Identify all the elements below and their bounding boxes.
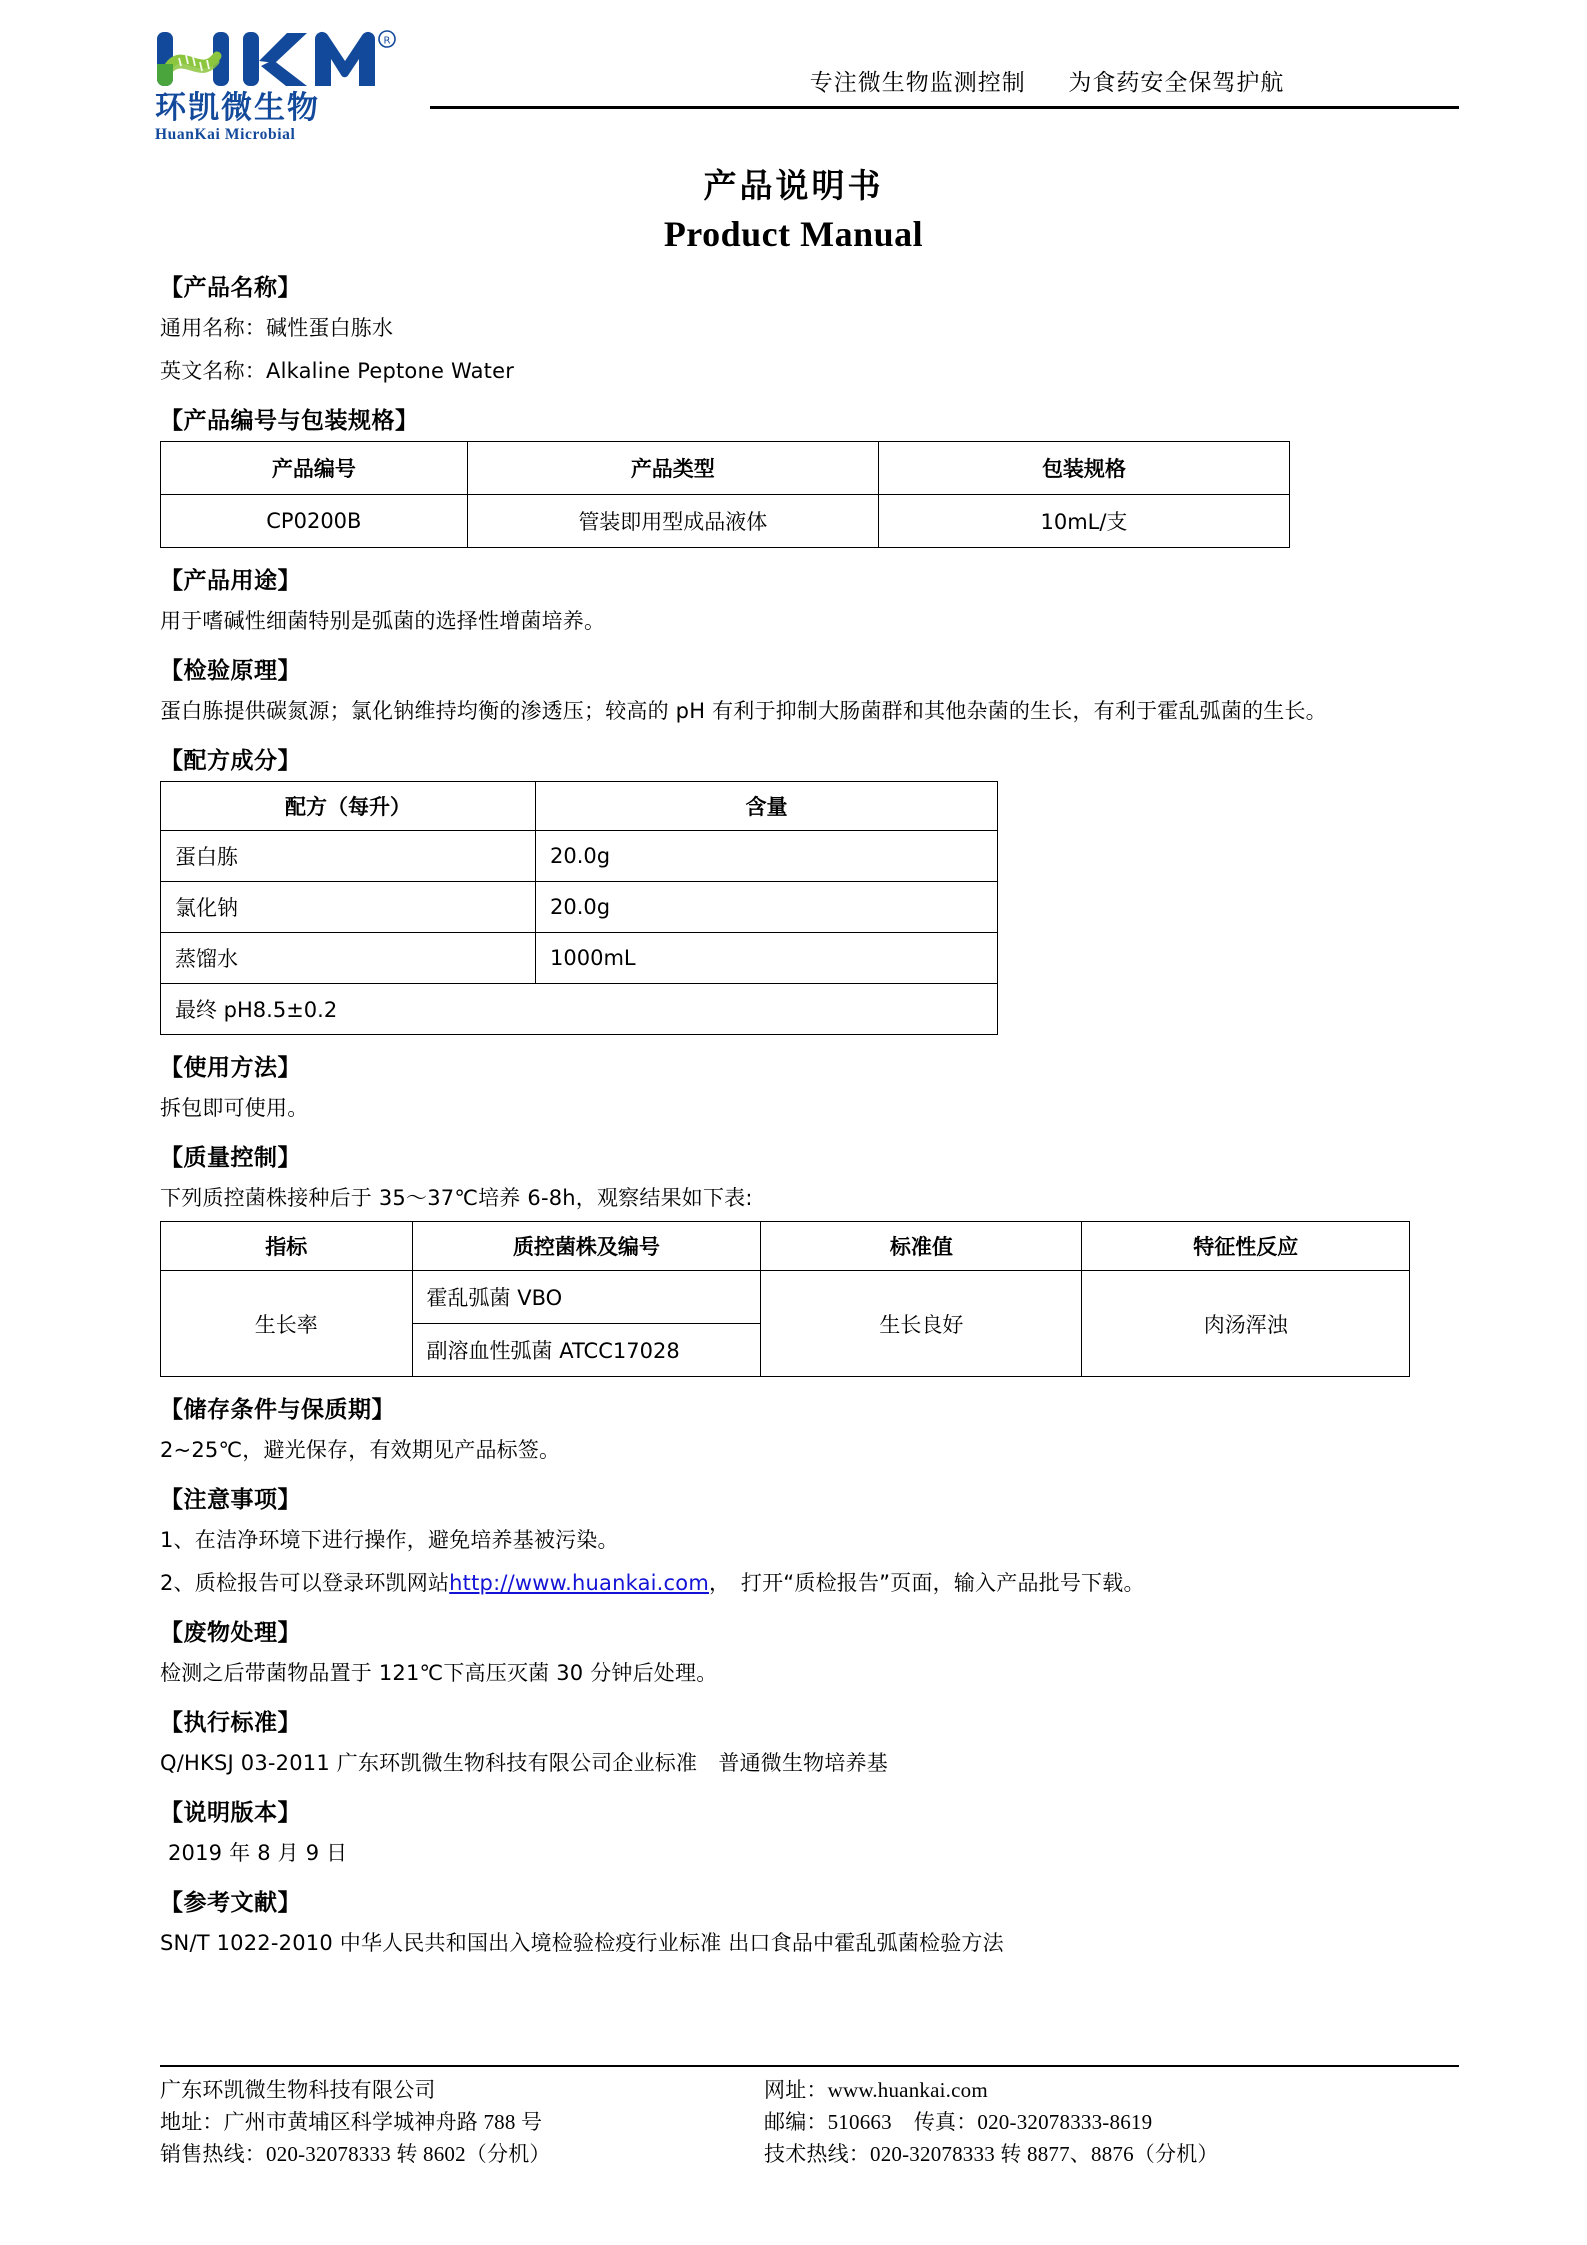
table-header-row	[161, 442, 1290, 495]
cell-product-code: CP0200B	[161, 495, 468, 548]
footer-left-column	[160, 2075, 760, 2171]
version-text: 2019 年 8 月 9 日	[168, 1841, 348, 1866]
cell-product-type: 管装即用型成品液体	[467, 495, 878, 548]
tagline-right: 为食药安全保驾护航	[1068, 70, 1285, 96]
section-heading-version: 【说明版本】	[160, 1800, 301, 1827]
waste-text: 检测之后带菌物品置于 121℃下高压灭菌 30 分钟后处理。	[160, 1661, 718, 1686]
column-header-indicator: 指标	[161, 1222, 413, 1271]
huankai-website-link[interactable]: http://www.huankai.com	[449, 1571, 709, 1596]
svg-text:R: R	[383, 35, 391, 47]
standard-text: Q/HKSJ 03-2011 广东环凯微生物科技有限公司企业标准 普通微生物培养基	[160, 1751, 888, 1776]
cell-ingredient-peptone: 蛋白胨	[161, 831, 536, 882]
section-heading-principle: 【检验原理】	[160, 658, 301, 685]
cell-strain-vibrio-parahaemolyticus: 副溶血性弧菌 ATCC17028	[412, 1324, 761, 1377]
section-heading-storage: 【储存条件与保质期】	[160, 1397, 395, 1424]
precaution-2-prefix: 2、质检报告可以登录环凯网站	[160, 1571, 450, 1596]
footer-divider	[160, 2065, 1459, 2067]
cell-indicator-growth-rate: 生长率	[161, 1271, 413, 1377]
section-heading-product-name: 【产品名称】	[160, 275, 301, 301]
table-header-row	[161, 782, 998, 831]
table-row	[161, 882, 998, 933]
cell-strain-vibrio-cholerae: 霍乱弧菌 VBO	[412, 1271, 761, 1324]
column-header-characteristic-reaction: 特征性反应	[1082, 1222, 1410, 1271]
company-logo	[155, 28, 420, 144]
precaution-item-2	[160, 1566, 1437, 1600]
cell-final-ph: 最终 pH8.5±0.2	[161, 984, 998, 1035]
footer-fax: 传真：020-32078333-8619	[913, 2110, 1153, 2135]
section-heading-purpose: 【产品用途】	[160, 568, 301, 595]
references-text: SN/T 1022-2010 中华人民共和国出入境检验检疫行业标准 出口食品中霍乱弧菌检验方法	[160, 1931, 1004, 1956]
formula-table	[160, 781, 998, 1035]
section-heading-code-packaging: 【产品编号与包装规格】	[160, 408, 419, 435]
column-header-formula: 配方（每升）	[161, 782, 536, 831]
cell-amount-distilled-water: 1000mL	[536, 933, 998, 984]
precaution-2-suffix: ， 打开“质检报告”页面，输入产品批号下载。	[709, 1571, 1145, 1596]
footer-postcode: 邮编：510663	[764, 2110, 892, 2135]
page-header	[0, 0, 1587, 143]
hkm-logo-icon	[155, 28, 413, 90]
table-row	[161, 831, 998, 882]
product-english-name: 英文名称：Alkaline Peptone Water	[160, 359, 515, 384]
column-header-standard-value: 标准值	[761, 1222, 1082, 1271]
table-row	[161, 495, 1290, 548]
footer-right-column	[760, 2075, 1459, 2171]
cell-packaging-spec: 10mL/支	[878, 495, 1289, 548]
section-heading-method: 【使用方法】	[160, 1055, 301, 1082]
column-header-content: 含量	[536, 782, 998, 831]
purpose-text: 用于嗜碱性细菌特别是弧菌的选择性增菌培养。	[160, 609, 606, 634]
cell-amount-peptone: 20.0g	[536, 831, 998, 882]
quality-control-table	[160, 1221, 1410, 1377]
quality-control-intro: 下列质控菌株接种后于 35～37℃培养 6-8h，观察结果如下表:	[160, 1186, 753, 1211]
header-divider	[430, 106, 1459, 109]
column-header-strain: 质控菌株及编号	[412, 1222, 761, 1271]
cell-ingredient-sodium-chloride: 氯化钠	[161, 882, 536, 933]
tagline-left: 专注微生物监测控制	[809, 70, 1026, 96]
footer-sales-hotline: 销售热线：020-32078333 转 8602（分机）	[160, 2142, 551, 2167]
logo-name-cn: 环凯微生物	[155, 90, 320, 126]
principle-text: 蛋白胨提供碳氮源；氯化钠维持均衡的渗透压；较高的 pH 有利于抑制大肠菌群和其他杂菌的生长，有利于霍乱弧菌的生长。	[160, 699, 1327, 724]
footer-company-name: 广东环凯微生物科技有限公司	[160, 2078, 436, 2103]
section-heading-standard: 【执行标准】	[160, 1710, 301, 1737]
footer-postcode-fax	[764, 2107, 1459, 2139]
method-text: 拆包即可使用。	[160, 1096, 309, 1121]
logo-name-en: HuanKai Microbial	[155, 125, 296, 143]
product-code-table	[160, 441, 1290, 548]
table-row	[161, 1271, 1410, 1324]
section-heading-formula: 【配方成分】	[160, 748, 301, 775]
table-row-ph	[161, 984, 998, 1035]
column-header-product-type: 产品类型	[467, 442, 878, 495]
page-title-en: Product Manual	[663, 214, 924, 254]
page-footer	[0, 2065, 1587, 2171]
section-heading-precautions: 【注意事项】	[160, 1487, 301, 1514]
section-heading-references: 【参考文献】	[160, 1890, 301, 1917]
cell-standard-value: 生长良好	[761, 1271, 1082, 1377]
table-header-row	[161, 1222, 1410, 1271]
page-title-cn: 产品说明书	[703, 166, 884, 205]
header-right	[420, 28, 1459, 109]
table-row	[161, 933, 998, 984]
column-header-packaging-spec: 包装规格	[878, 442, 1289, 495]
storage-text: 2~25℃，避光保存，有效期见产品标签。	[160, 1438, 561, 1463]
cell-characteristic-reaction: 肉汤浑浊	[1082, 1271, 1410, 1377]
section-heading-waste: 【废物处理】	[160, 1620, 301, 1647]
footer-columns	[160, 2075, 1459, 2171]
column-header-product-code: 产品编号	[161, 442, 468, 495]
product-generic-name: 通用名称：碱性蛋白胨水	[160, 316, 394, 340]
company-tagline	[420, 64, 1459, 106]
cell-amount-sodium-chloride: 20.0g	[536, 882, 998, 933]
precaution-item-1: 1、在洁净环境下进行操作，避免培养基被污染。	[160, 1528, 619, 1553]
footer-website: 网址：www.huankai.com	[764, 2078, 988, 2103]
footer-address: 地址：广州市黄埔区科学城神舟路 788 号	[160, 2110, 543, 2135]
section-heading-quality-control: 【质量控制】	[160, 1145, 301, 1172]
document-content	[0, 269, 1587, 1960]
cell-ingredient-distilled-water: 蒸馏水	[161, 933, 536, 984]
footer-tech-hotline: 技术热线：020-32078333 转 8877、8876（分机）	[764, 2142, 1219, 2167]
